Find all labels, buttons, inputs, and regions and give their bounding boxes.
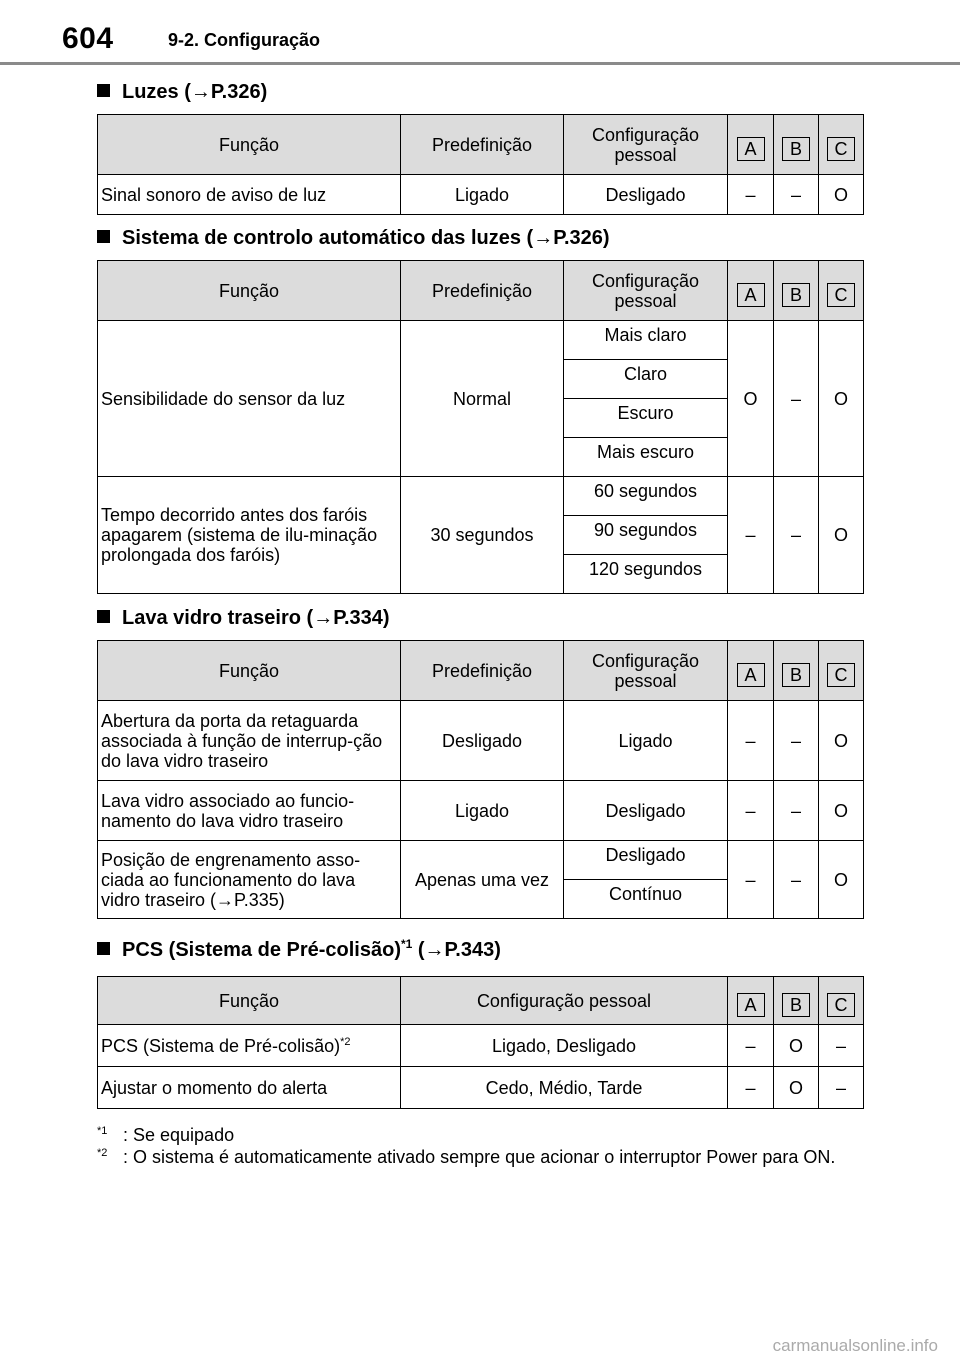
table-lava-vidro <box>97 640 864 919</box>
cell-c: O <box>819 781 864 841</box>
table-row <box>98 175 864 215</box>
col-header-funcao: Função <box>98 115 401 175</box>
cell-a: O <box>728 321 774 477</box>
col-header-predefinicao: Predefinição <box>401 261 564 321</box>
cell-predefinicao: Ligado <box>401 175 564 215</box>
table-row <box>98 321 864 360</box>
cell-configuracao: Ligado, Desligado <box>401 1025 728 1067</box>
cell-c: – <box>819 1025 864 1067</box>
cell-c: O <box>819 175 864 215</box>
footnote: $^{*1}$ : Se equipado <box>97 1125 235 1145</box>
col-header-b: B <box>782 283 810 307</box>
cell-b: O <box>774 1025 819 1067</box>
col-header-a: A <box>737 283 765 307</box>
arrow-icon: → <box>533 227 554 249</box>
col-header-funcao: Função <box>98 261 401 321</box>
table-pcs <box>97 976 864 1109</box>
cell-configuracao-option: Claro <box>564 360 728 399</box>
cell-configuracao-option: Escuro <box>564 399 728 438</box>
cell-funcao: Sinal sonoro de aviso de luz <box>98 175 401 215</box>
cell-b: O <box>774 1067 819 1109</box>
col-header-funcao: Função <box>98 977 401 1025</box>
bullet-square-icon <box>97 84 110 97</box>
col-header-c: C <box>827 137 855 161</box>
cell-b: – <box>774 477 819 594</box>
bullet-square-icon <box>97 610 110 623</box>
table-row <box>98 701 864 781</box>
col-header-a: A <box>737 993 765 1017</box>
heading-controlo: Sistema de controlo automático das luzes (→P.326) <box>97 227 610 250</box>
cell-configuracao: Ligado <box>564 701 728 781</box>
heading-lava-vidro: Lava vidro traseiro (→P.334) <box>97 607 390 630</box>
cell-b: – <box>774 321 819 477</box>
col-header-c: C <box>827 993 855 1017</box>
cell-predefinicao: Normal <box>401 321 564 477</box>
table-header-row <box>98 977 864 1025</box>
footnote-ref: *1 <box>400 937 413 951</box>
cell-funcao: Lava vidro associado ao funcio-namento do lava vidro traseiro <box>98 781 401 841</box>
cell-predefinicao: Desligado <box>401 701 564 781</box>
col-header-configuracao: Configuração pessoal <box>564 115 728 175</box>
table-row <box>98 781 864 841</box>
cell-configuracao-option: 60 segundos <box>564 477 728 516</box>
cell-configuracao: Desligado <box>564 175 728 215</box>
cell-b: – <box>774 701 819 781</box>
table-header-row <box>98 641 864 701</box>
cell-configuracao-option: 120 segundos <box>564 555 728 594</box>
cell-funcao: Sensibilidade do sensor da luz <box>98 321 401 477</box>
header-divider <box>0 62 960 65</box>
cell-a: – <box>728 1067 774 1109</box>
cell-b: – <box>774 841 819 919</box>
cell-c: O <box>819 701 864 781</box>
col-header-a: A <box>737 663 765 687</box>
table-header-row <box>98 261 864 321</box>
cell-configuracao-option: Mais escuro <box>564 438 728 477</box>
watermark: carmanualsonline.info <box>772 1336 938 1355</box>
table-header-row <box>98 115 864 175</box>
cell-b: – <box>774 781 819 841</box>
col-header-predefinicao: Predefinição <box>401 641 564 701</box>
arrow-icon: → <box>424 939 445 961</box>
cell-predefinicao: 30 segundos <box>401 477 564 594</box>
cell-predefinicao: Apenas uma vez <box>401 841 564 919</box>
cell-b: – <box>774 175 819 215</box>
col-header-b: B <box>782 663 810 687</box>
col-header-a: A <box>737 137 765 161</box>
col-header-b: B <box>782 993 810 1017</box>
cell-configuracao-option: Contínuo <box>564 880 728 919</box>
col-header-c: C <box>827 663 855 687</box>
cell-funcao: Tempo decorrido antes dos faróis apagarem (sistema de ilu-minação prolongada dos faróis) <box>98 477 401 594</box>
footnote-ref: *2 <box>340 1035 351 1048</box>
cell-c: – <box>819 1067 864 1109</box>
cell-predefinicao: Ligado <box>401 781 564 841</box>
cell-c: O <box>819 841 864 919</box>
bullet-square-icon <box>97 942 110 955</box>
cell-c: O <box>819 321 864 477</box>
col-header-predefinicao: Predefinição <box>401 115 564 175</box>
cell-a: – <box>728 701 774 781</box>
col-header-funcao: Função <box>98 641 401 701</box>
cell-a: – <box>728 1025 774 1067</box>
cell-c: O <box>819 477 864 594</box>
col-header-b: B <box>782 137 810 161</box>
table-row <box>98 477 864 516</box>
cell-configuracao: Desligado <box>564 781 728 841</box>
cell-a: – <box>728 781 774 841</box>
footnotes <box>97 1124 887 1168</box>
bullet-square-icon <box>97 230 110 243</box>
cell-configuracao: Cedo, Médio, Tarde <box>401 1067 728 1109</box>
cell-funcao: Posição de engrenamento asso-ciada ao funcionamento do lava vidro traseiro (→P.335) <box>98 841 401 919</box>
cell-a: – <box>728 841 774 919</box>
table-row <box>98 1025 864 1067</box>
heading-pcs: PCS (Sistema de Pré-colisão)$^{*1}$ (→P.343) <box>97 939 501 962</box>
table-row <box>98 841 864 880</box>
table-luzes <box>97 114 864 215</box>
cell-a: – <box>728 175 774 215</box>
col-header-c: C <box>827 283 855 307</box>
footnote: $^{*2}$ : O sistema é automaticamente ativado sempre que acionar o interruptor Power para ON. <box>97 1147 836 1167</box>
table-row <box>98 1067 864 1109</box>
arrow-icon: → <box>313 607 334 629</box>
table-controlo <box>97 260 864 594</box>
arrow-icon: → <box>190 81 211 103</box>
heading-luzes: Luzes (→P.326) <box>97 81 267 104</box>
cell-configuracao-option: Desligado <box>564 841 728 880</box>
cell-configuracao-option: 90 segundos <box>564 516 728 555</box>
col-header-configuracao: Configuração pessoal <box>401 977 728 1025</box>
cell-a: – <box>728 477 774 594</box>
page-header <box>0 0 960 66</box>
section-title: 9-2. Configuração <box>168 30 321 50</box>
col-header-configuracao: Configuração pessoal <box>564 641 728 701</box>
cell-funcao: Abertura da porta da retaguarda associada à função de interrup-ção do lava vidro traseiro <box>98 701 401 781</box>
col-header-configuracao: Configuração pessoal <box>564 261 728 321</box>
cell-funcao: PCS (Sistema de Pré-colisão)$^{*2}$ <box>98 1025 401 1067</box>
cell-configuracao-option: Mais claro <box>564 321 728 360</box>
page-number: 604 <box>62 22 114 55</box>
cell-funcao: Ajustar o momento do alerta <box>98 1067 401 1109</box>
